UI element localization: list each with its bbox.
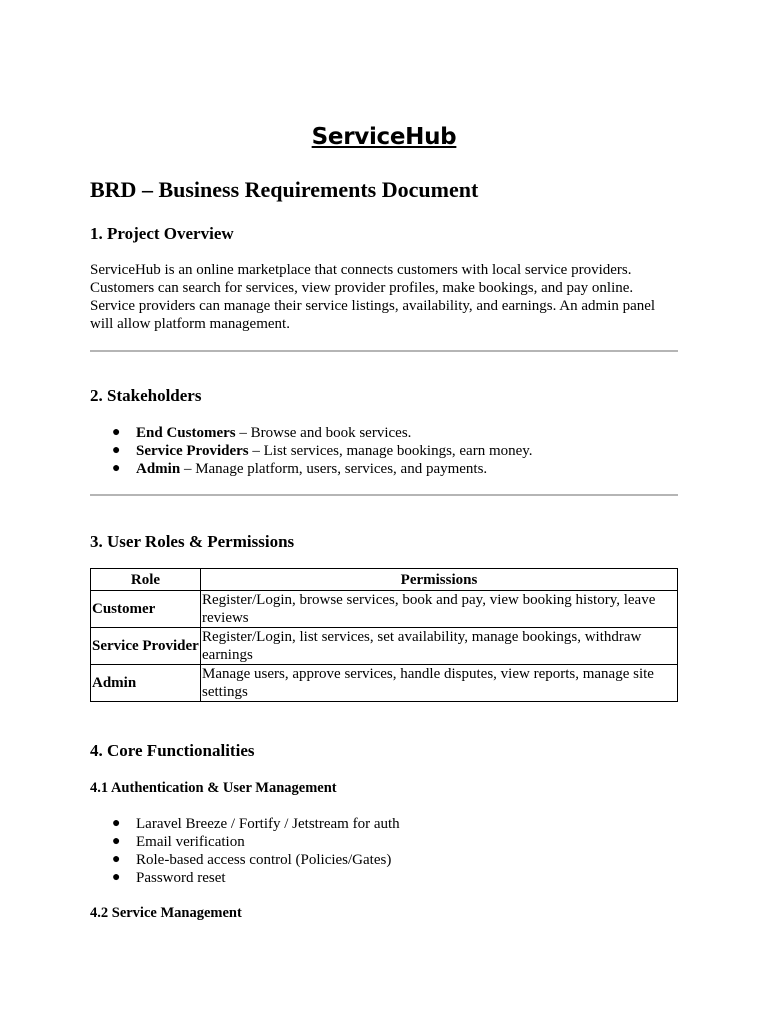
list-item — [90, 460, 533, 478]
bullet-icon: ● — [112, 443, 121, 458]
document-heading: BRD – Business Requirements Document — [90, 177, 479, 202]
section-heading-roles: 3. User Roles & Permissions — [90, 532, 295, 551]
section-heading-overview: 1. Project Overview — [90, 224, 234, 243]
overview-paragraph: ServiceHub is an online marketplace that connects customers with local service providers. Customers can search for services, view provider profiles, make bookings, and pay online. Service providers can manage their service listings, availability, and earnings. An admin panel will allow platform management. — [90, 262, 656, 332]
bullet-icon: ● — [112, 816, 121, 831]
bullet-icon: ● — [112, 461, 121, 476]
bullet-icon: ● — [112, 870, 121, 885]
permissions-cell: Register/Login, browse services, book and pay, view booking history, leave reviews — [201, 591, 678, 628]
table-row — [91, 591, 678, 628]
horizontal-rule — [90, 350, 678, 352]
permissions-cell: Register/Login, list services, set availability, manage bookings, withdraw earnings — [201, 628, 678, 665]
column-header-permissions: Permissions — [201, 569, 678, 591]
section-heading-stakeholders: 2. Stakeholders — [90, 386, 202, 405]
stakeholder-list — [90, 424, 533, 478]
list-item — [90, 442, 533, 460]
list-item — [90, 833, 400, 851]
roles-table — [90, 568, 678, 702]
document-title: ServiceHub — [311, 124, 457, 150]
stakeholder-text: – Browse and book services. — [235, 425, 412, 441]
role-cell: Service Provider — [91, 628, 201, 665]
bullet-icon: ● — [112, 852, 121, 867]
bullet-icon: ● — [112, 834, 121, 849]
list-item — [90, 424, 533, 442]
stakeholder-text: – List services, manage bookings, earn money. — [248, 443, 533, 459]
stakeholder-term: End Customers — [136, 425, 236, 441]
list-item-text: Role-based access control (Policies/Gates) — [136, 852, 392, 868]
list-item — [90, 815, 400, 833]
stakeholder-term: Service Providers — [136, 443, 249, 459]
subsection-heading-auth: 4.1 Authentication & User Management — [90, 780, 337, 796]
stakeholder-term: Admin — [136, 461, 181, 477]
permissions-cell: Manage users, approve services, handle disputes, view reports, manage site settings — [201, 665, 678, 702]
section-heading-core: 4. Core Functionalities — [90, 741, 255, 760]
stakeholder-text: – Manage platform, users, services, and payments. — [180, 461, 488, 477]
list-item-text: Password reset — [136, 870, 226, 886]
list-item-text: Email verification — [136, 834, 245, 850]
bullet-icon: ● — [112, 425, 121, 440]
subsection-heading-service-management: 4.2 Service Management — [90, 905, 242, 921]
table-row — [91, 628, 678, 665]
auth-list — [90, 815, 400, 887]
role-cell: Admin — [91, 665, 201, 702]
list-item — [90, 851, 400, 869]
table-row — [91, 665, 678, 702]
table-header-row — [91, 569, 678, 591]
column-header-role: Role — [91, 569, 201, 591]
role-cell: Customer — [91, 591, 201, 628]
horizontal-rule — [90, 494, 678, 496]
list-item-text: Laravel Breeze / Fortify / Jetstream for auth — [136, 816, 400, 832]
list-item — [90, 869, 400, 887]
